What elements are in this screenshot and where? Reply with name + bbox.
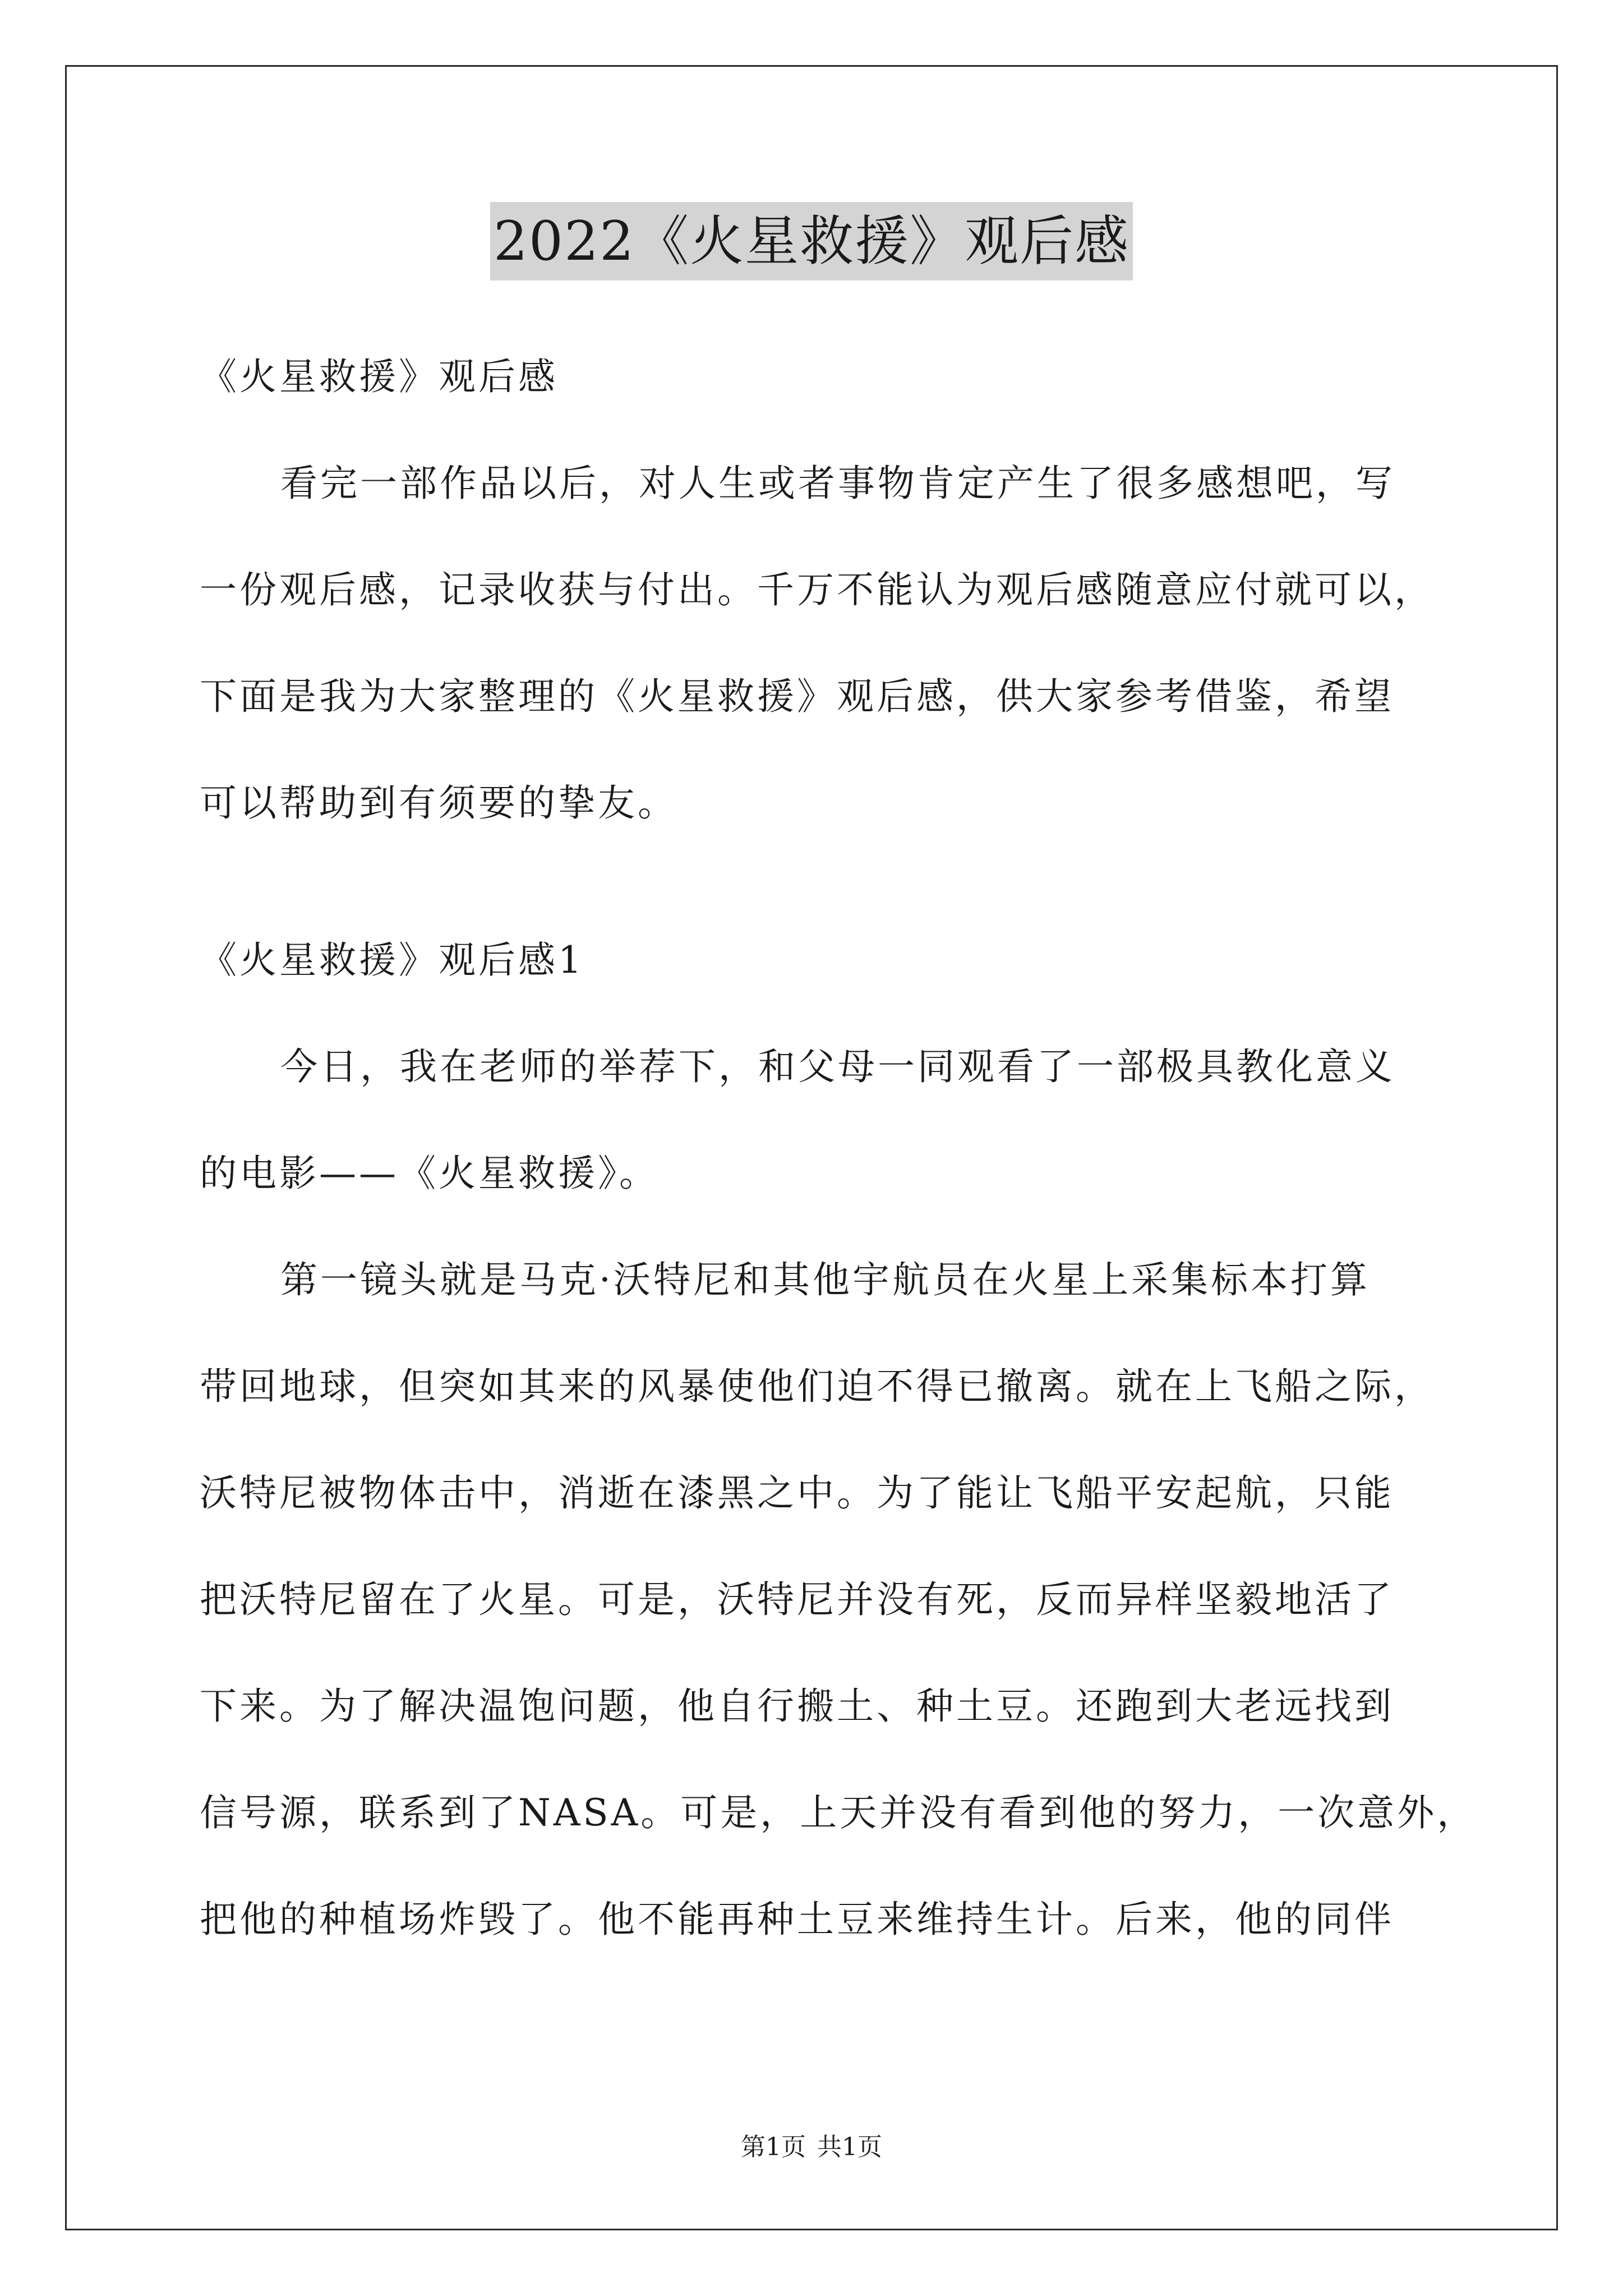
section-heading: 《火星救援》观后感1: [200, 938, 584, 982]
intro-line-4: 可以帮助到有须要的挚友。: [200, 781, 677, 825]
para2-line-5: 下来。为了解决温饱问题，他自行搬土、种土豆。还跑到大老远找到: [200, 1685, 1394, 1728]
document-title: 2022《火星救援》观后感: [490, 202, 1133, 280]
intro-line-2: 一份观后感，记录收获与付出。千万不能认为观后感随意应付就可以，: [200, 568, 1434, 611]
para1-line-1: 今日，我在老师的举荐下，和父母一同观看了一部极具教化意义: [280, 1045, 1395, 1088]
para2-line-6: 信号源，联系到了NASA。可是，上天并没有看到他的努力，一次意外，: [200, 1791, 1477, 1834]
para2-line-4: 把沃特尼留在了火星。可是，沃特尼并没有死，反而异样坚毅地活了: [200, 1578, 1394, 1621]
para2-line-2: 带回地球，但突如其来的风暴使他们迫不得已撤离。就在上飞船之际，: [200, 1365, 1434, 1408]
para2-line-7: 把他的种植场炸毁了。他不能再种土豆来维持生计。后来，他的同伴: [200, 1898, 1394, 1941]
title-container: [0, 202, 1623, 280]
intro-line-3: 下面是我为大家整理的《火星救援》观后感，供大家参考借鉴，希望: [200, 675, 1394, 718]
para1-line-2: 的电影——《火星救援》。: [200, 1152, 659, 1195]
para2-line-1: 第一镜头就是马克·沃特尼和其他宇航员在火星上采集标本打算: [280, 1258, 1370, 1301]
para2-line-3: 沃特尼被物体击中，消逝在漆黑之中。为了能让飞船平安起航，只能: [200, 1471, 1394, 1515]
page-footer: 第1页 共1页: [741, 2133, 882, 2161]
subtitle: 《火星救援》观后感: [200, 355, 558, 398]
intro-line-1: 看完一部作品以后，对人生或者事物肯定产生了很多感想吧，写: [280, 462, 1395, 505]
